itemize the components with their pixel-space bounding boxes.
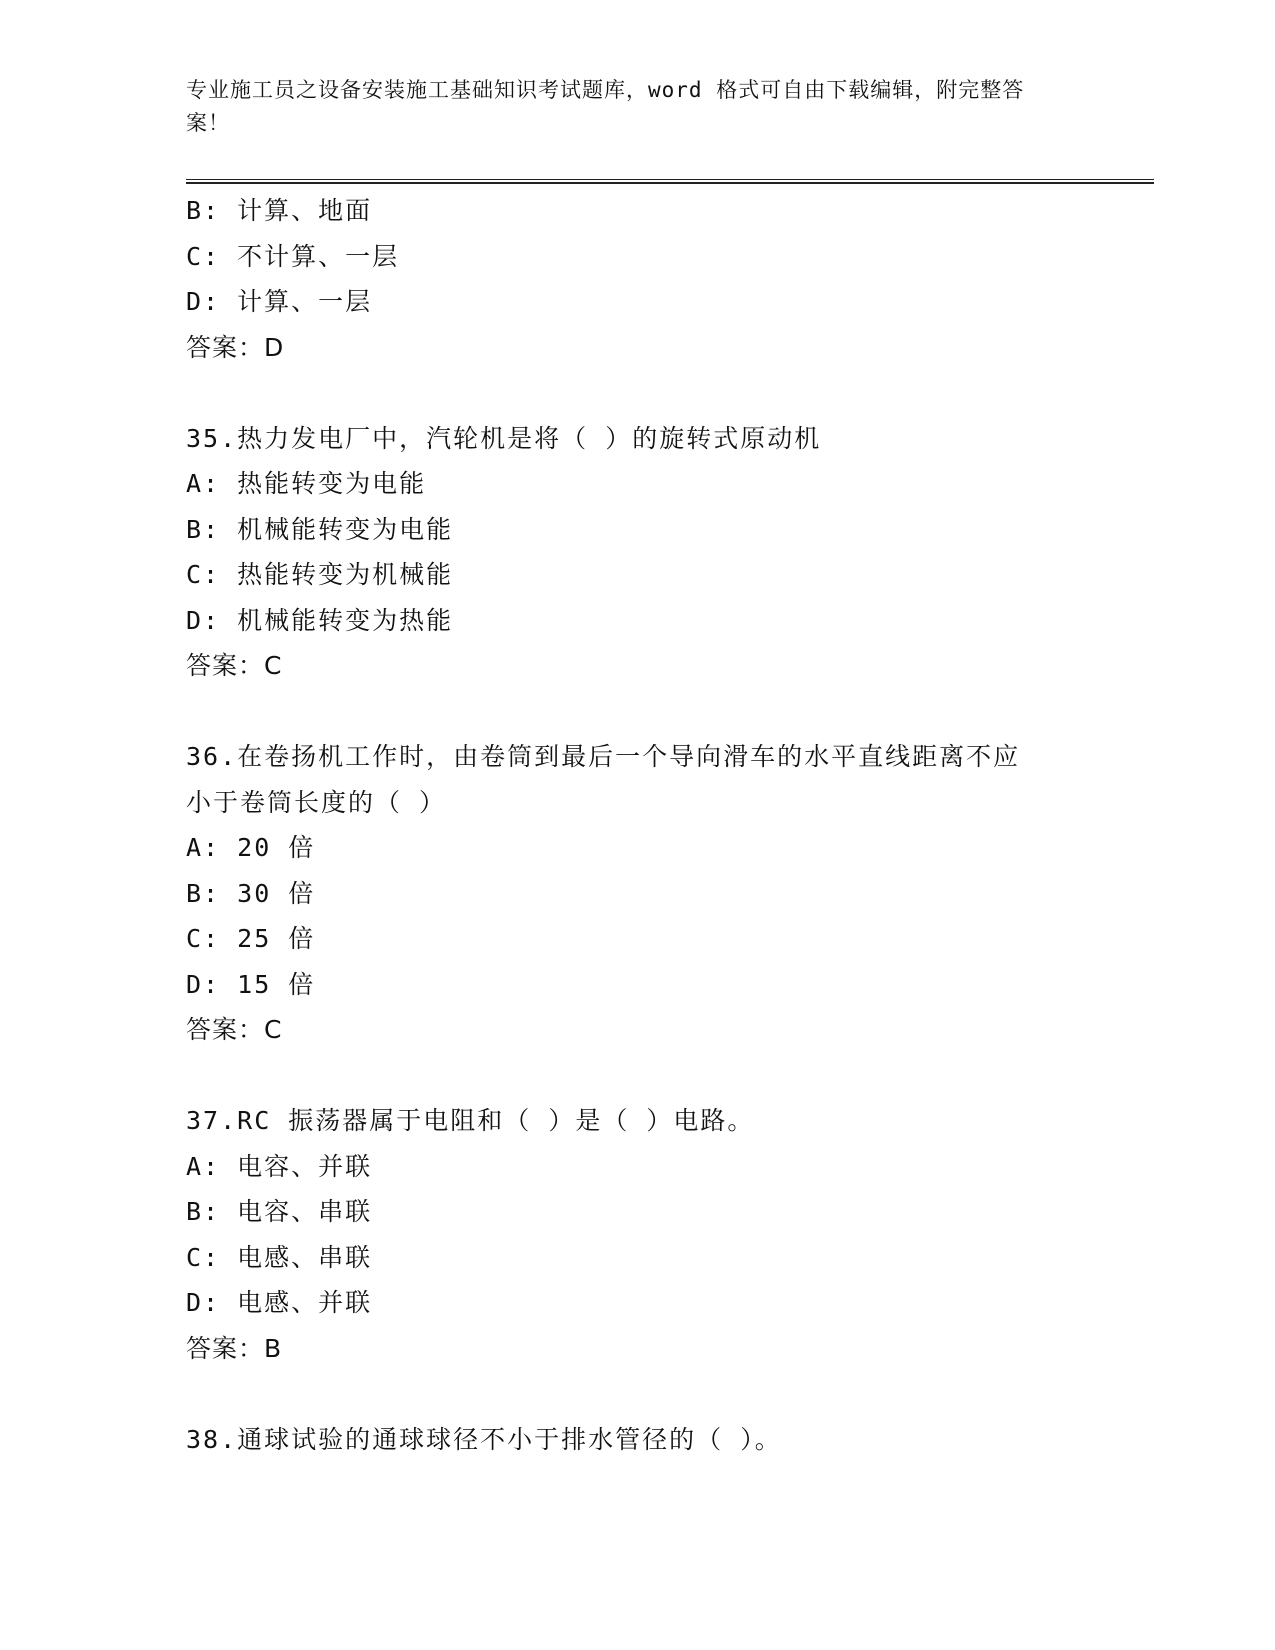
option-c: C: 25 倍 bbox=[186, 924, 316, 953]
spacer bbox=[186, 689, 1086, 735]
option-b: B: 机械能转变为电能 bbox=[186, 514, 454, 544]
option-d: D: 计算、一层 bbox=[186, 287, 373, 316]
answer-label: 答案：D bbox=[186, 332, 285, 362]
question-38 bbox=[186, 1417, 1086, 1463]
question-35 bbox=[186, 416, 1086, 689]
option-a: A: 热能转变为电能 bbox=[186, 469, 427, 498]
option-a: A: 20 倍 bbox=[186, 833, 316, 862]
page-header: 专业施工员之设备安装施工基础知识考试题库，word 格式可自由下载编辑，附完整答案！ bbox=[186, 78, 1025, 135]
header-rule-thin bbox=[186, 179, 1154, 180]
option-c: C: 不计算、一层 bbox=[186, 241, 400, 271]
question-36 bbox=[186, 734, 1086, 1053]
option-d: D: 电感、并联 bbox=[186, 1288, 373, 1317]
option-c: C: 电感、串联 bbox=[186, 1242, 373, 1272]
answer-label: 答案：C bbox=[186, 1015, 283, 1044]
option-a: A: 电容、并联 bbox=[186, 1151, 373, 1181]
option-d: D: 机械能转变为热能 bbox=[186, 605, 454, 635]
answer-label: 答案：C bbox=[186, 651, 283, 680]
option-d: D: 15 倍 bbox=[186, 969, 316, 999]
spacer bbox=[186, 1371, 1086, 1417]
question-list bbox=[186, 188, 1086, 1462]
question-stem: 35.热力发电厂中，汽轮机是将（ ）的旋转式原动机 bbox=[186, 423, 822, 453]
question-34-continued bbox=[186, 188, 1086, 370]
question-stem: 38.通球试验的通球球径不小于排水管径的（ ）。 bbox=[186, 1424, 782, 1454]
question-stem: 37.RC 振荡器属于电阻和（ ）是（ ）电路。 bbox=[186, 1106, 755, 1135]
header-rule-thick bbox=[186, 182, 1154, 184]
answer-label: 答案：B bbox=[186, 1333, 283, 1363]
option-b: B: 30 倍 bbox=[186, 878, 316, 908]
question-stem-line-1: 36.在卷扬机工作时，由卷筒到最后一个导向滑车的水平直线距离不应 bbox=[186, 742, 1021, 771]
question-37 bbox=[186, 1098, 1086, 1371]
option-b: B: 电容、串联 bbox=[186, 1197, 373, 1226]
spacer bbox=[186, 370, 1086, 416]
question-stem-line-2: 小于卷筒长度的（ ） bbox=[186, 787, 447, 817]
spacer bbox=[186, 1053, 1086, 1099]
option-b: B: 计算、地面 bbox=[186, 196, 373, 225]
option-c: C: 热能转变为机械能 bbox=[186, 560, 454, 589]
